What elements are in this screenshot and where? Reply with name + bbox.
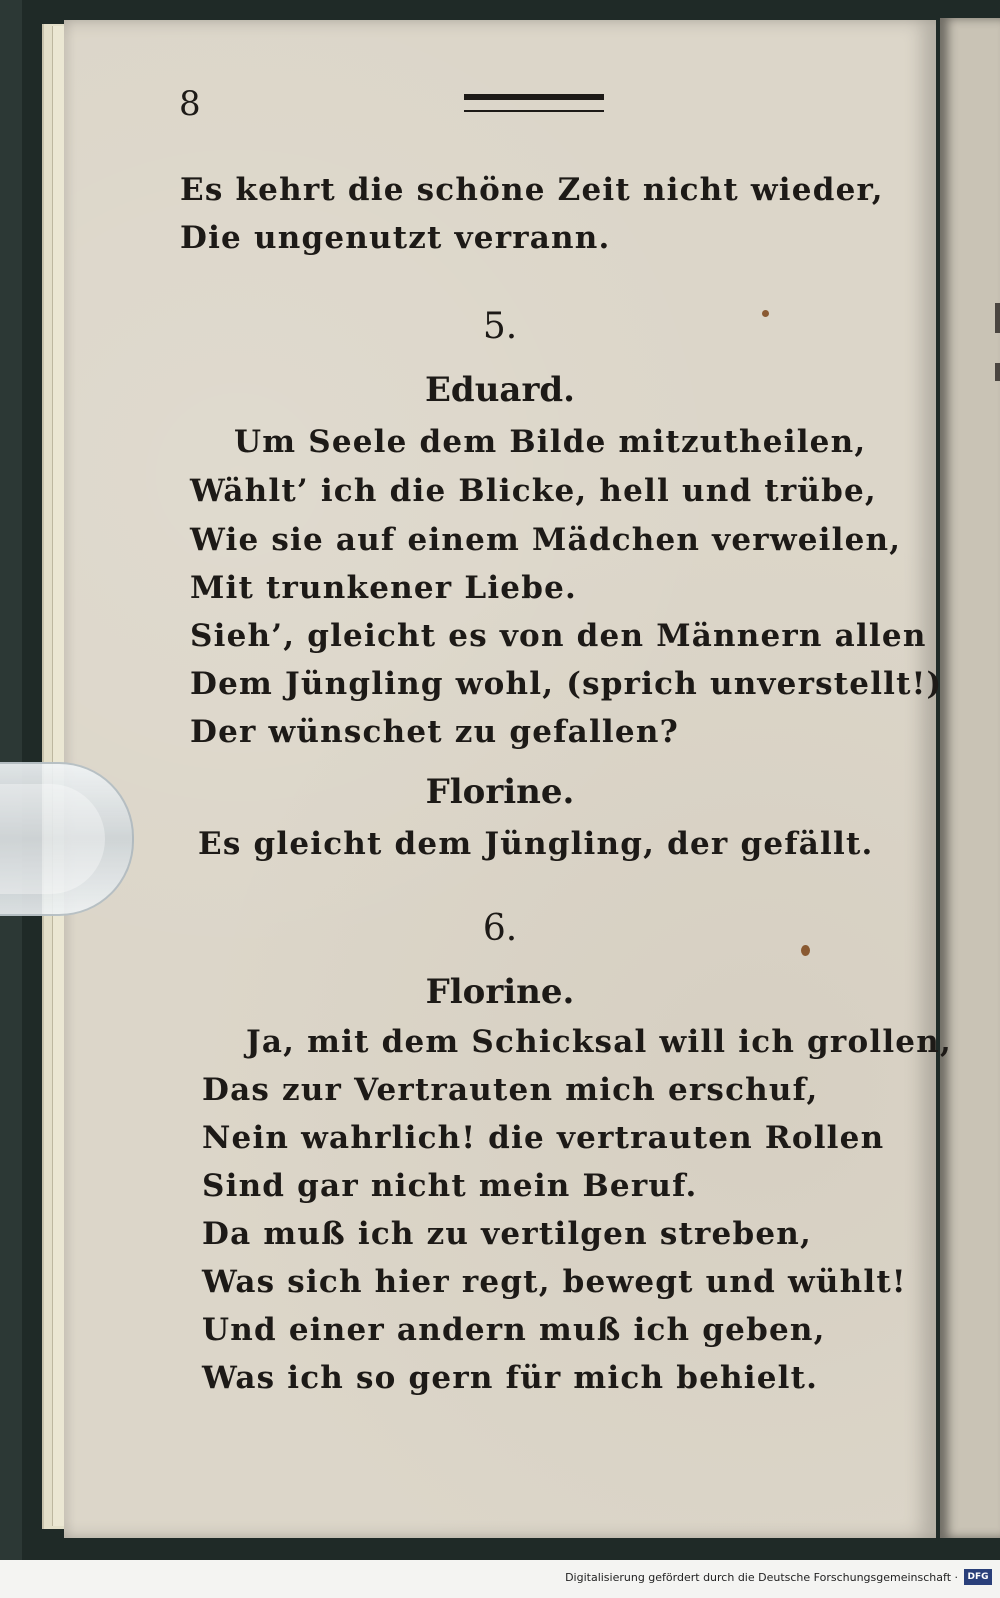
- speaker-name: Florine.: [425, 972, 575, 1012]
- verse-line: Nein wahrlich! die vertrauten Rollen: [202, 1120, 885, 1156]
- header-rule: [464, 94, 604, 112]
- verse-line: Und einer andern muß ich geben,: [202, 1312, 826, 1348]
- verse-line: Wählt’ ich die Blicke, hell und trübe,: [190, 473, 877, 509]
- verse-line: Wie sie auf einem Mädchen verweilen,: [190, 522, 902, 558]
- facing-page-ink-fragment: [995, 363, 1000, 381]
- page-holder-clip-highlight: [0, 784, 105, 894]
- facing-page-edge: [940, 18, 1000, 1538]
- facing-page-ink-fragment: [995, 303, 1000, 333]
- book-page: [64, 20, 952, 1538]
- verse-line: Sind gar nicht mein Beruf.: [202, 1168, 698, 1204]
- verse-line: Um Seele dem Bilde mitzutheilen,: [234, 424, 867, 460]
- verse-line: Dem Jüngling wohl, (sprich unverstellt!): [190, 666, 943, 702]
- verse-line: Es gleicht dem Jüngling, der gefällt.: [198, 826, 874, 862]
- verse-line: Ja, mit dem Schicksal will ich grollen,: [246, 1024, 952, 1060]
- verse-line: Der wünschet zu gefallen?: [190, 714, 679, 750]
- verse-line: Die ungenutzt verrann.: [180, 220, 611, 256]
- speaker-name: Florine.: [425, 772, 575, 812]
- verse-line: Was ich so gern für mich behielt.: [202, 1360, 819, 1396]
- digitization-credit: Digitalisierung gefördert durch die Deutsche Forschungsgemeinschaft ·: [565, 1571, 958, 1584]
- foxing-spot: [801, 945, 810, 956]
- foxing-spot: [762, 310, 769, 317]
- section-number: 5.: [482, 306, 518, 347]
- page-number: 8: [179, 84, 201, 124]
- verse-line: Sieh’, gleicht es von den Männern allen: [190, 618, 927, 654]
- section-number: 6.: [482, 908, 518, 949]
- digitization-footer: [0, 1560, 1000, 1598]
- verse-line: Es kehrt die schöne Zeit nicht wieder,: [180, 172, 884, 208]
- verse-line: Mit trunkener Liebe.: [190, 570, 578, 606]
- verse-line: Da muß ich zu vertilgen streben,: [202, 1216, 812, 1252]
- verse-line: Das zur Vertrauten mich erschuf,: [202, 1072, 819, 1108]
- dfg-logo: DFG: [964, 1569, 992, 1585]
- speaker-name: Eduard.: [425, 370, 575, 410]
- verse-line: Was sich hier regt, bewegt und wühlt!: [202, 1264, 907, 1300]
